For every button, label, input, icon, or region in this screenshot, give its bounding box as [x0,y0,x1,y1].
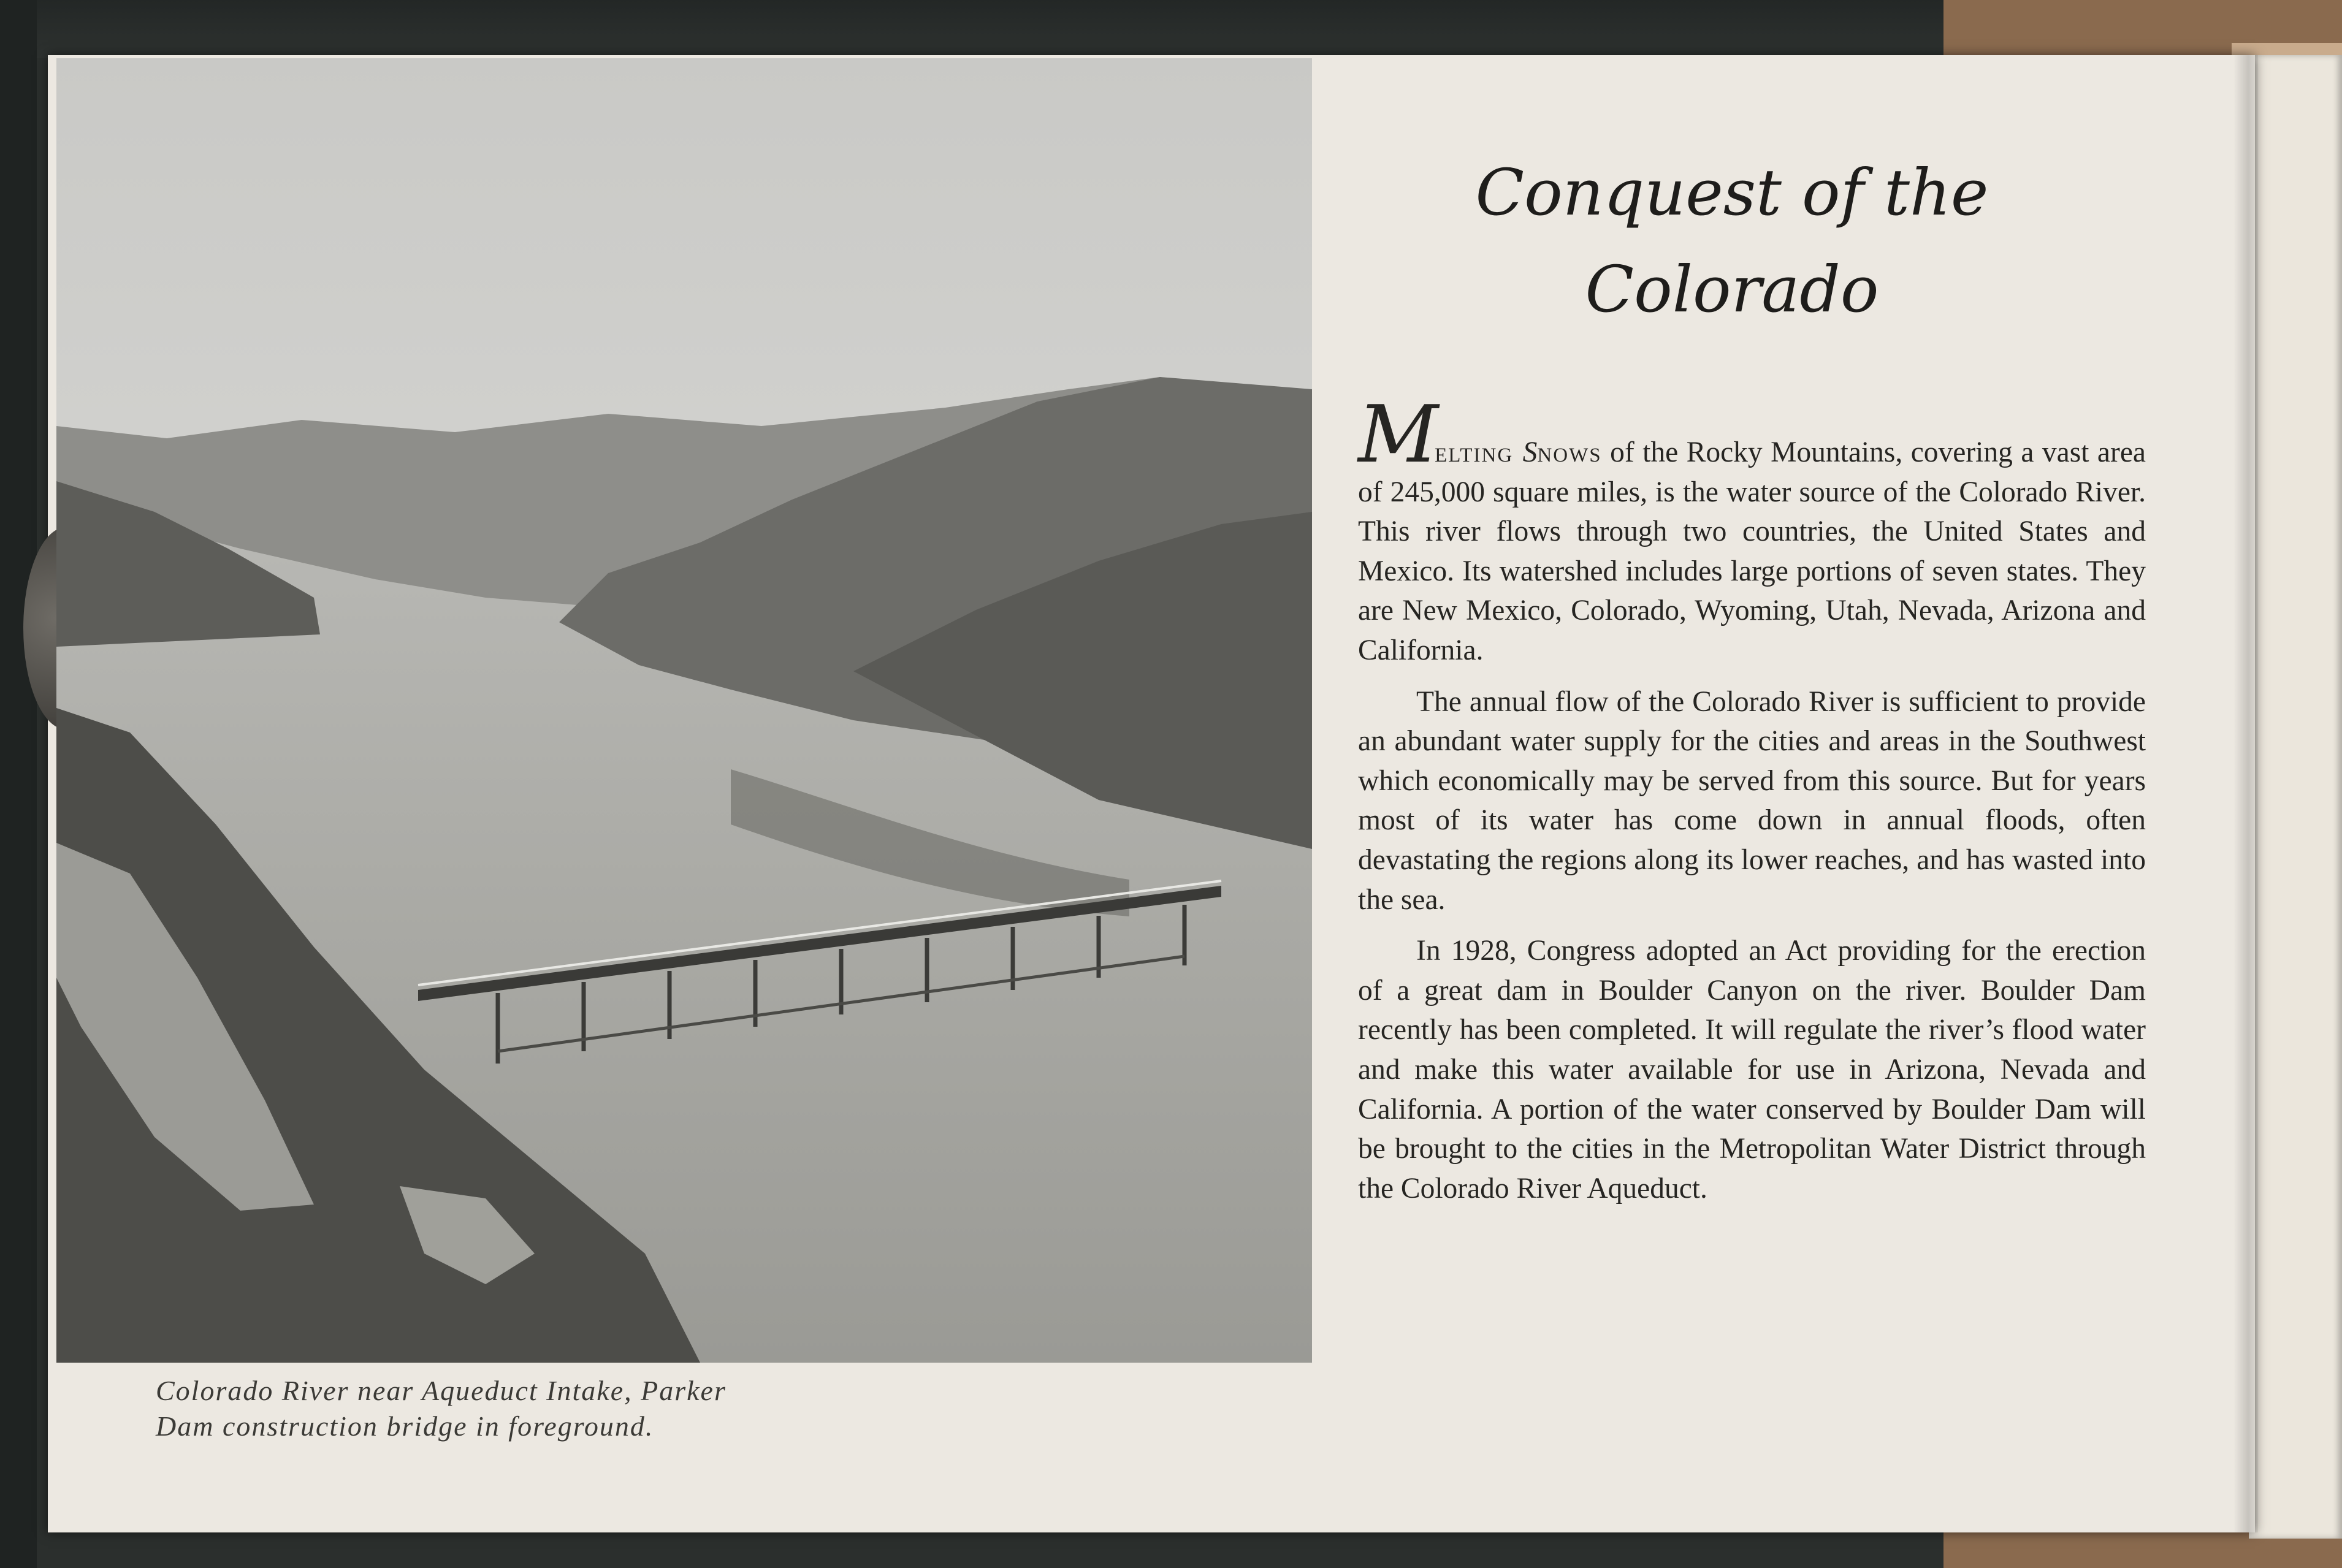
paragraph-1-text: of the Rocky Mountains, covering a vast area of 245,000 square miles, is the water source of the Colorado River. This river flows through two countries, the United States and Mexico. Its watershed includes large portions of seven states. They are New Mexico, Colorado, Wyoming, Utah, Nevada, Arizona and California. [1358,436,2146,666]
lead-word-1: elting [1435,436,1523,468]
caption-line-1: Colorado River near Aqueduct Intake, Parker [156,1375,727,1406]
lead-word-2-initial: S [1522,436,1538,468]
lead-word-2: nows [1537,436,1602,468]
paragraph-1 [1358,389,2146,671]
paragraph-3: In 1928, Congress adopted an Act providing for the erection of a great dam in Boulder Canyon on the river. Boulder Dam recently has been completed. It will regulate the river’s flood water and make this water available for use in Arizona, Nevada and California. A portion of the water conserved by Boulder Dam will be brought to the cities in the Metropolitan Water District through the Colorado River Aqueduct. [1358,935,2146,1205]
caption-line-2: Dam construction bridge in foreground. [156,1410,654,1442]
page-gutter [2233,55,2258,1532]
photo-illustration [56,58,1312,1363]
title-line-1: Conquest of the [1475,155,1989,230]
photo-caption [156,1373,830,1444]
article-title [1373,144,2091,338]
paragraph-2: The annual flow of the Colorado River is sufficient to provide an abundant water supply for the cities and areas in the Southwest which economically may be served from this source. But for years most of its water has come down in annual floods, often devastating the regions along its lower reaches, and has wasted into the sea. [1358,685,2146,916]
river-landscape-photo [56,58,1312,1363]
drop-cap: M [1358,389,1435,481]
cover-board-left [0,0,37,1568]
title-line-2: Colorado [1585,252,1879,327]
article-body [1358,389,2146,1220]
next-page-edge [2249,55,2342,1539]
